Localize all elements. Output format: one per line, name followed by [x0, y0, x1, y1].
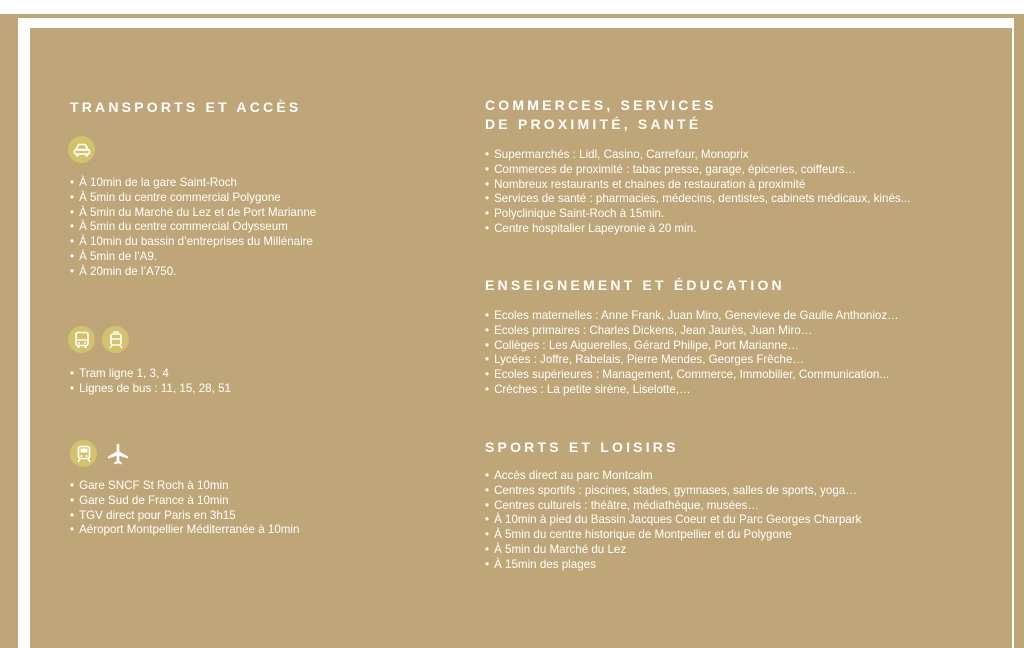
list-item: • Gare Sud de France à 10min — [70, 494, 299, 509]
list-item: • Lycées : Joffre, Rabelais, Pierre Mendes, Georges Frêche… — [485, 353, 899, 368]
list-item: • À 5min de l’A9. — [70, 250, 316, 265]
enseignement-section — [485, 276, 785, 295]
bus-tram-list — [70, 367, 231, 397]
list-item: • À 10min du bassin d’entreprises du Millénaire — [70, 235, 316, 250]
list-item: • À 5min du centre commercial Polygone — [70, 191, 316, 206]
car-icon — [68, 136, 95, 163]
list-item: • Centre hospitalier Lapeyronie à 20 min. — [485, 222, 910, 237]
commerces-title-line1: COMMERCES, SERVICES — [485, 97, 717, 113]
commerces-list — [485, 148, 910, 237]
train-icon — [70, 440, 97, 467]
enseignement-title: ENSEIGNEMENT ET ÉDUCATION — [485, 277, 785, 293]
frame-right-border — [1014, 14, 1024, 648]
list-item: • TGV direct pour Paris en 3h15 — [70, 509, 299, 524]
list-item: • À 5min du centre historique de Montpellier et du Polygone — [485, 528, 861, 543]
transports-section — [70, 98, 301, 117]
list-item: • À 5min du centre commercial Odysseum — [70, 220, 316, 235]
list-item: • À 15min des plages — [485, 558, 861, 573]
frame-left-border — [0, 14, 18, 648]
list-item: • Collèges : Les Aiguerelles, Gérard Philipe, Port Marianne… — [485, 339, 899, 354]
list-item: • À 5min du Marché du Lez et de Port Marianne — [70, 206, 316, 221]
list-item: • Centres sportifs : piscines, stades, gymnases, salles de sports, yoga… — [485, 484, 861, 499]
transports-icons — [68, 136, 95, 163]
list-item: • À 5min du Marché du Lez — [485, 543, 861, 558]
list-item: • Gare SNCF St Roch à 10min — [70, 479, 299, 494]
commerces-title-line2: DE PROXIMITÉ, SANTÉ — [485, 116, 702, 132]
list-item: • Centres culturels : théâtre, médiathèque, musées… — [485, 499, 861, 514]
list-item: • Services de santé : pharmacies, médecins, dentistes, cabinets médicaux, kinés... — [485, 192, 910, 207]
bus-tram-icons — [68, 326, 129, 353]
list-item: • À 20min de l’A750. — [70, 265, 316, 280]
list-item: • Lignes de bus : 11, 15, 28, 51 — [70, 382, 231, 397]
enseignement-list — [485, 309, 899, 398]
sports-list — [485, 469, 861, 573]
list-item: • Supermarchés : Lidl, Casino, Carrefour, Monoprix — [485, 148, 910, 163]
sports-section — [485, 438, 679, 457]
list-item: • Commerces de proximité : tabac presse, garage, épiceries, coiffeurs… — [485, 163, 910, 178]
train-plane-icons — [70, 440, 131, 467]
list-item: • Polyclinique Saint-Roch à 15min. — [485, 207, 910, 222]
commerces-section — [485, 96, 717, 134]
list-item: • Nombreux restaurants et chaines de restauration à proximité — [485, 178, 910, 193]
list-item: • Ecoles maternelles : Anne Frank, Juan Miro, Genevieve de Gaulle Anthonioz… — [485, 309, 899, 324]
transports-title: TRANSPORTS ET ACCÈS — [70, 99, 302, 115]
tram-icon — [102, 326, 129, 353]
list-item: • À 10min de la gare Saint-Roch — [70, 176, 316, 191]
transports-list — [70, 176, 316, 280]
content-panel — [30, 24, 1012, 648]
list-item: • Ecoles primaires : Charles Dickens, Jean Jaurès, Juan Miro… — [485, 324, 899, 339]
airplane-icon — [104, 440, 131, 467]
list-item: • Ecoles supérieures : Management, Commerce, Immobilier, Communication... — [485, 368, 899, 383]
list-item: • À 10min à pied du Bassin Jacques Coeur et du Parc Georges Charpark — [485, 513, 861, 528]
list-item: • Tram ligne 1, 3, 4 — [70, 367, 231, 382]
list-item: • Crèches : La petite sirène, Liselotte,… — [485, 383, 899, 398]
bus-icon — [68, 326, 95, 353]
list-item: • Aéroport Montpellier Méditerranée à 10min — [70, 523, 299, 538]
list-item: • Accès direct au parc Montcalm — [485, 469, 861, 484]
frame-top-border — [0, 14, 1024, 18]
sports-title: SPORTS ET LOISIRS — [485, 439, 679, 455]
train-plane-list — [70, 479, 299, 538]
